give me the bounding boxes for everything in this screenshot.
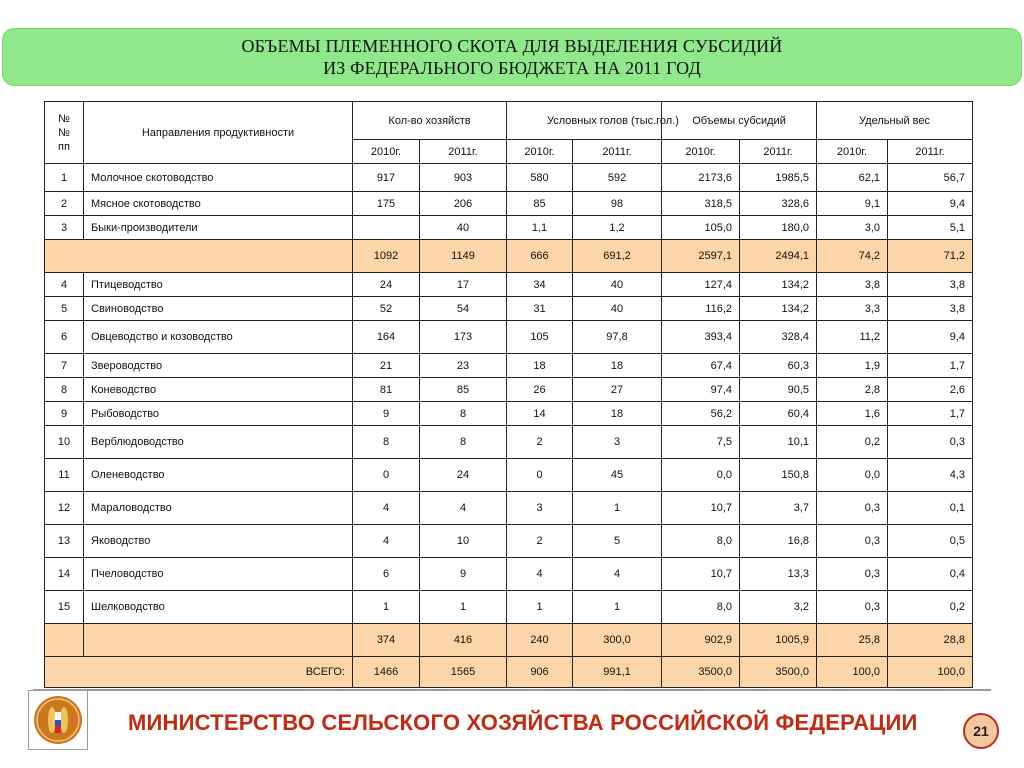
cell-subsidy-2011: 60,4	[740, 402, 817, 426]
cell-farms-2010: 8	[353, 426, 420, 459]
table-row	[45, 297, 973, 321]
table-row	[45, 216, 973, 240]
cell-direction: Яководство	[84, 525, 353, 558]
cell-share-2011: 9,4	[888, 192, 973, 216]
cell-subsidy-2010: 2173,6	[662, 164, 740, 192]
cell-heads-2011: 5	[573, 525, 662, 558]
cell-farms-2010: 374	[353, 624, 420, 657]
table-row	[45, 192, 973, 216]
cell-farms-2011: 40	[420, 216, 507, 240]
cell-subsidy-2011: 60,3	[740, 354, 817, 378]
cell-farms-2010: 1466	[353, 657, 420, 688]
cell-share-2010: 0,3	[817, 492, 888, 525]
page-number-badge: 21	[963, 713, 999, 749]
cell-heads-2010: 85	[507, 192, 573, 216]
cell-number: 1	[45, 164, 84, 192]
cell-share-2010: 1,6	[817, 402, 888, 426]
cell-farms-2010: 1	[353, 591, 420, 624]
header-number-b: №	[58, 126, 70, 139]
cell-subsidy-2011: 134,2	[740, 297, 817, 321]
cell-subsidy-2010: 10,7	[662, 492, 740, 525]
cell-heads-2011: 98	[573, 192, 662, 216]
cell-share-2011: 56,7	[888, 164, 973, 192]
cell-number: 4	[45, 273, 84, 297]
cell-heads-2011: 40	[573, 273, 662, 297]
cell-heads-2011: 4	[573, 558, 662, 591]
cell-subsidy-2011: 1005,9	[740, 624, 817, 657]
table-row	[45, 321, 973, 354]
header-year-2011: 2011г.	[420, 140, 507, 164]
header-heads: Условных голов (тыс.гол.)	[507, 102, 662, 140]
slide-title-banner	[2, 28, 1022, 86]
cell-subsidy-2011: 2494,1	[740, 240, 817, 273]
cell-farms-2010: 164	[353, 321, 420, 354]
cell-heads-2010: 2	[507, 525, 573, 558]
cell-farms-2010: 9	[353, 402, 420, 426]
cell-share-2011: 9,4	[888, 321, 973, 354]
header-share: Удельный вес	[817, 102, 973, 140]
table-row	[45, 525, 973, 558]
cell-share-2011: 3,8	[888, 297, 973, 321]
cell-farms-2010: 175	[353, 192, 420, 216]
cell-share-2010: 0,3	[817, 558, 888, 591]
cell-heads-2010: 906	[507, 657, 573, 688]
cell-subsidy-2010: 902,9	[662, 624, 740, 657]
header-farms: Кол-во хозяйств	[353, 102, 507, 140]
cell-share-2011: 1,7	[888, 402, 973, 426]
cell-direction: Мараловодство	[84, 492, 353, 525]
header-subsidies: Объемы субсидий	[662, 102, 817, 140]
table-row	[45, 492, 973, 525]
cell-subsidy-2011: 180,0	[740, 216, 817, 240]
cell-subsidy-2011: 3,7	[740, 492, 817, 525]
cell-farms-2011: 1	[420, 591, 507, 624]
cell-heads-2011: 27	[573, 378, 662, 402]
cell-subsidy-2010: 2597,1	[662, 240, 740, 273]
cell-share-2010: 74,2	[817, 240, 888, 273]
cell-subsidy-2010: 116,2	[662, 297, 740, 321]
cell-number: 3	[45, 216, 84, 240]
subtotal-row	[45, 624, 973, 657]
cell-share-2010: 100,0	[817, 657, 888, 688]
header-year-2010: 2010г.	[353, 140, 420, 164]
table-row	[45, 459, 973, 492]
cell-heads-2011: 1,2	[573, 216, 662, 240]
cell-farms-2011: 17	[420, 273, 507, 297]
cell-heads-2010: 4	[507, 558, 573, 591]
cell-direction: Коневодство	[84, 378, 353, 402]
cell-share-2010: 62,1	[817, 164, 888, 192]
cell-heads-2011: 1	[573, 591, 662, 624]
cell-subsidy-2010: 318,5	[662, 192, 740, 216]
cell-heads-2011: 97,8	[573, 321, 662, 354]
footer-divider	[33, 689, 991, 691]
table-row	[45, 164, 973, 192]
cell-number: 7	[45, 354, 84, 378]
cell-share-2010: 9,1	[817, 192, 888, 216]
slide-title-line-2: ИЗ ФЕДЕРАЛЬНОГО БЮДЖЕТА НА 2011 ГОД	[323, 58, 701, 78]
cell-heads-2010: 1	[507, 591, 573, 624]
cell-farms-2011: 54	[420, 297, 507, 321]
cell-number: 11	[45, 459, 84, 492]
cell-heads-2010: 240	[507, 624, 573, 657]
cell-number: 10	[45, 426, 84, 459]
cell-share-2011: 3,8	[888, 273, 973, 297]
cell-farms-2011: 1149	[420, 240, 507, 273]
cell-farms-2011: 8	[420, 426, 507, 459]
cell-subsidy-2011: 1985,5	[740, 164, 817, 192]
cell-farms-2011: 173	[420, 321, 507, 354]
cell-direction: Верблюдоводство	[84, 426, 353, 459]
header-year-2011: 2011г.	[740, 140, 817, 164]
cell-heads-2010: 2	[507, 426, 573, 459]
cell-subsidy-2011: 328,4	[740, 321, 817, 354]
cell-farms-2010	[353, 216, 420, 240]
cell-farms-2011: 24	[420, 459, 507, 492]
cell-heads-2011: 691,2	[573, 240, 662, 273]
cell-farms-2010: 6	[353, 558, 420, 591]
cell-farms-2011: 416	[420, 624, 507, 657]
cell-farms-2011: 23	[420, 354, 507, 378]
subtotal-label-empty	[45, 240, 353, 273]
cell-farms-2010: 917	[353, 164, 420, 192]
cell-share-2010: 0,2	[817, 426, 888, 459]
table-row	[45, 426, 973, 459]
header-year-2010: 2010г.	[662, 140, 740, 164]
cell-subsidy-2011: 3500,0	[740, 657, 817, 688]
cell-heads-2011: 592	[573, 164, 662, 192]
cell-farms-2010: 52	[353, 297, 420, 321]
cell-subsidy-2011: 13,3	[740, 558, 817, 591]
cell-subsidy-2010: 10,7	[662, 558, 740, 591]
cell-number: 6	[45, 321, 84, 354]
subtotal-row	[45, 240, 973, 273]
cell-farms-2011: 10	[420, 525, 507, 558]
cell-heads-2010: 666	[507, 240, 573, 273]
cell-farms-2010: 81	[353, 378, 420, 402]
cell-heads-2011: 45	[573, 459, 662, 492]
cell-number: 14	[45, 558, 84, 591]
cell-heads-2010: 0	[507, 459, 573, 492]
cell-subsidy-2011: 134,2	[740, 273, 817, 297]
cell-share-2010: 3,0	[817, 216, 888, 240]
cell-direction: Птицеводство	[84, 273, 353, 297]
cell-share-2010: 0,0	[817, 459, 888, 492]
cell-direction: Звероводство	[84, 354, 353, 378]
cell-subsidy-2010: 8,0	[662, 591, 740, 624]
cell-subsidy-2011: 10,1	[740, 426, 817, 459]
cell-direction: Молочное скотоводство	[84, 164, 353, 192]
cell-share-2010: 1,9	[817, 354, 888, 378]
subsidy-table	[44, 101, 973, 688]
cell-share-2011: 0,3	[888, 426, 973, 459]
cell-subsidy-2010: 127,4	[662, 273, 740, 297]
cell-farms-2010: 1092	[353, 240, 420, 273]
table-row	[45, 273, 973, 297]
table-row	[45, 402, 973, 426]
cell-share-2011: 4,3	[888, 459, 973, 492]
header-year-2010: 2010г.	[817, 140, 888, 164]
cell-subsidy-2011: 3,2	[740, 591, 817, 624]
table-row	[45, 354, 973, 378]
cell-farms-2010: 21	[353, 354, 420, 378]
cell-heads-2010: 1,1	[507, 216, 573, 240]
cell-subsidy-2011: 90,5	[740, 378, 817, 402]
cell-subsidy-2010: 97,4	[662, 378, 740, 402]
cell-farms-2011: 9	[420, 558, 507, 591]
cell-heads-2010: 26	[507, 378, 573, 402]
cell-heads-2010: 34	[507, 273, 573, 297]
cell-share-2011: 2,6	[888, 378, 973, 402]
header-year-2011: 2011г.	[573, 140, 662, 164]
cell-subsidy-2010: 105,0	[662, 216, 740, 240]
cell-farms-2011: 4	[420, 492, 507, 525]
cell-share-2011: 28,8	[888, 624, 973, 657]
cell-heads-2011: 18	[573, 354, 662, 378]
cell-share-2011: 0,1	[888, 492, 973, 525]
cell-subsidy-2010: 56,2	[662, 402, 740, 426]
cell-direction: Свиноводство	[84, 297, 353, 321]
table-row	[45, 591, 973, 624]
cell-subsidy-2010: 393,4	[662, 321, 740, 354]
cell-farms-2011: 8	[420, 402, 507, 426]
cell-share-2010: 3,3	[817, 297, 888, 321]
cell-share-2010: 2,8	[817, 378, 888, 402]
header-row-1	[45, 102, 973, 140]
cell-heads-2010: 18	[507, 354, 573, 378]
table-row	[45, 378, 973, 402]
total-label: ВСЕГО:	[45, 657, 353, 688]
cell-heads-2011: 40	[573, 297, 662, 321]
cell-share-2010: 0,3	[817, 525, 888, 558]
header-number	[45, 102, 84, 164]
cell-heads-2010: 580	[507, 164, 573, 192]
cell-share-2010: 25,8	[817, 624, 888, 657]
cell-share-2010: 0,3	[817, 591, 888, 624]
cell-farms-2011: 206	[420, 192, 507, 216]
cell-heads-2011: 300,0	[573, 624, 662, 657]
header-direction: Направления продуктивности	[84, 102, 353, 164]
cell-direction: Оленеводство	[84, 459, 353, 492]
cell-heads-2011: 18	[573, 402, 662, 426]
cell-number: 12	[45, 492, 84, 525]
cell-share-2010: 11,2	[817, 321, 888, 354]
cell-share-2011: 71,2	[888, 240, 973, 273]
cell-heads-2010: 14	[507, 402, 573, 426]
cell-subsidy-2010: 7,5	[662, 426, 740, 459]
cell-subsidy-2010: 0,0	[662, 459, 740, 492]
cell-number: 9	[45, 402, 84, 426]
subtotal-label-empty	[84, 624, 353, 657]
header-year-2011: 2011г.	[888, 140, 973, 164]
cell-share-2010: 3,8	[817, 273, 888, 297]
cell-heads-2011: 3	[573, 426, 662, 459]
cell-direction: Овцеводство и козоводство	[84, 321, 353, 354]
cell-heads-2010: 105	[507, 321, 573, 354]
header-number-a: №	[58, 112, 70, 125]
cell-heads-2011: 1	[573, 492, 662, 525]
cell-subsidy-2010: 67,4	[662, 354, 740, 378]
cell-share-2011: 5,1	[888, 216, 973, 240]
table-body	[45, 164, 973, 688]
cell-share-2011: 0,2	[888, 591, 973, 624]
header-year-2010: 2010г.	[507, 140, 573, 164]
cell-farms-2010: 4	[353, 525, 420, 558]
ministry-emblem-icon	[28, 690, 88, 750]
cell-number: 2	[45, 192, 84, 216]
cell-farms-2011: 903	[420, 164, 507, 192]
cell-number: 15	[45, 591, 84, 624]
table-row	[45, 558, 973, 591]
cell-subsidy-2011: 150,8	[740, 459, 817, 492]
cell-direction: Рыбоводство	[84, 402, 353, 426]
cell-direction: Пчеловодство	[84, 558, 353, 591]
cell-subsidy-2010: 8,0	[662, 525, 740, 558]
cell-farms-2010: 4	[353, 492, 420, 525]
cell-direction: Быки-производители	[84, 216, 353, 240]
cell-farms-2010: 24	[353, 273, 420, 297]
total-row	[45, 657, 973, 688]
cell-farms-2010: 0	[353, 459, 420, 492]
cell-number: 13	[45, 525, 84, 558]
cell-subsidy-2011: 328,6	[740, 192, 817, 216]
cell-direction: Мясное скотоводство	[84, 192, 353, 216]
cell-share-2011: 1,7	[888, 354, 973, 378]
header-number-c: пп	[58, 140, 70, 153]
cell-share-2011: 0,5	[888, 525, 973, 558]
cell-heads-2010: 31	[507, 297, 573, 321]
cell-heads-2010: 3	[507, 492, 573, 525]
slide-title-line-1: ОБЪЕМЫ ПЛЕМЕННОГО СКОТА ДЛЯ ВЫДЕЛЕНИЯ СУБСИДИЙ	[241, 36, 783, 56]
cell-subsidy-2011: 16,8	[740, 525, 817, 558]
ministry-name: МИНИСТЕРСТВО СЕЛЬСКОГО ХОЗЯЙСТВА РОССИЙСКОЙ ФЕДЕРАЦИИ	[128, 710, 918, 735]
cell-share-2011: 100,0	[888, 657, 973, 688]
cell-number: 5	[45, 297, 84, 321]
cell-share-2011: 0,4	[888, 558, 973, 591]
cell-farms-2011: 1565	[420, 657, 507, 688]
cell-number: 8	[45, 378, 84, 402]
cell-subsidy-2010: 3500,0	[662, 657, 740, 688]
cell-farms-2011: 85	[420, 378, 507, 402]
subtotal-number-empty	[45, 624, 84, 657]
cell-heads-2011: 991,1	[573, 657, 662, 688]
cell-direction: Шелководство	[84, 591, 353, 624]
